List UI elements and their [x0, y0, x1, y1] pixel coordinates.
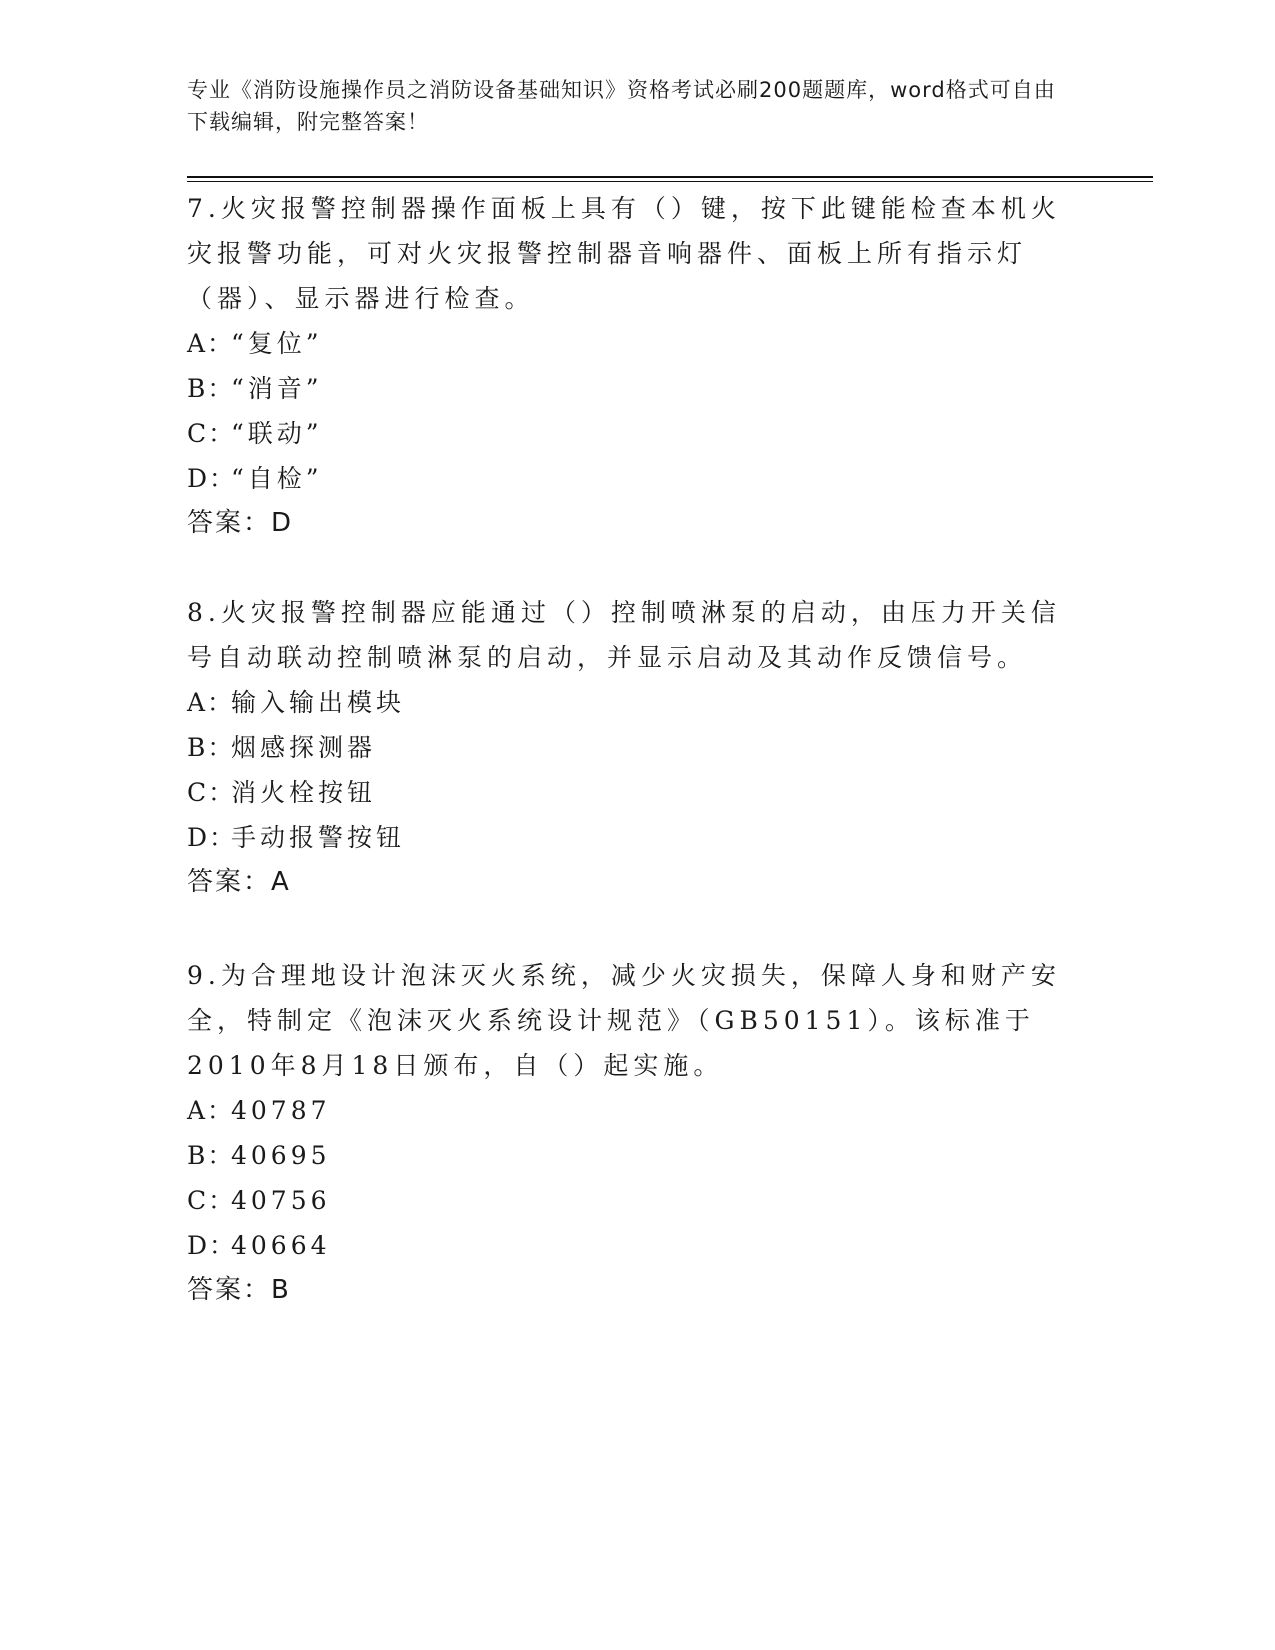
- option-label: C：: [187, 419, 236, 448]
- option-label: B：: [187, 733, 235, 762]
- question-7: [187, 186, 1067, 546]
- option-text: 40756: [231, 1186, 331, 1215]
- option-label: B：: [187, 1141, 235, 1170]
- question-8: [187, 590, 1067, 905]
- option-text: 消火栓按钮: [231, 778, 377, 807]
- answer: 答案：D: [187, 508, 294, 538]
- question-text: 8.火灾报警控制器应能通过（）控制喷淋泵的启动，由压力开关信号自动联动控制喷淋泵的启动，并显示启动及其动作反馈信号。: [187, 598, 1061, 672]
- option-d: [187, 456, 1067, 501]
- option-label: C：: [187, 778, 236, 807]
- option-c: [187, 1178, 1067, 1223]
- option-text: 烟感探测器: [231, 733, 377, 762]
- option-label: A：: [187, 329, 235, 358]
- option-a: [187, 1088, 1067, 1133]
- option-d: [187, 1223, 1067, 1268]
- document-header: 专业《消防设施操作员之消防设备基础知识》资格考试必刷200题题库，word格式可自由下载编辑，附完整答案！: [187, 78, 1056, 134]
- option-label: D：: [187, 1231, 237, 1260]
- option-label: B：: [187, 374, 235, 403]
- option-text: 手动报警按钮: [231, 823, 406, 852]
- question-text: 7.火灾报警控制器操作面板上具有（）键，按下此键能检查本机火灾报警功能，可对火灾报警控制器音响器件、面板上所有指示灯（器）、显示器进行检查。: [187, 194, 1061, 313]
- option-c: [187, 411, 1067, 456]
- option-text: 输入输出模块: [231, 688, 406, 717]
- option-label: A：: [187, 688, 235, 717]
- option-label: D：: [187, 823, 237, 852]
- option-a: [187, 680, 1067, 725]
- answer: 答案：B: [187, 1275, 291, 1305]
- answer: 答案：A: [187, 867, 291, 897]
- option-text: “消音”: [231, 374, 323, 403]
- option-a: [187, 321, 1067, 366]
- option-text: “自检”: [231, 464, 323, 493]
- option-d: [187, 815, 1067, 860]
- question-text: 9.为合理地设计泡沫灭火系统，减少火灾损失，保障人身和财产安全，特制定《泡沫灭火系统设计规范》（GB50151）。该标准于2010年8月18日颁布，自（）起实施。: [187, 961, 1061, 1080]
- option-text: “复位”: [231, 329, 323, 358]
- header-divider-thick: [187, 176, 1153, 178]
- option-b: [187, 1133, 1067, 1178]
- option-text: 40695: [231, 1141, 331, 1170]
- question-9: [187, 953, 1067, 1313]
- header-divider-thin: [187, 181, 1153, 182]
- option-text: 40787: [231, 1096, 331, 1125]
- option-label: A：: [187, 1096, 235, 1125]
- option-text: 40664: [231, 1231, 331, 1260]
- option-label: C：: [187, 1186, 236, 1215]
- option-text: “联动”: [231, 419, 323, 448]
- option-label: D：: [187, 464, 237, 493]
- option-b: [187, 366, 1067, 411]
- option-c: [187, 770, 1067, 815]
- option-b: [187, 725, 1067, 770]
